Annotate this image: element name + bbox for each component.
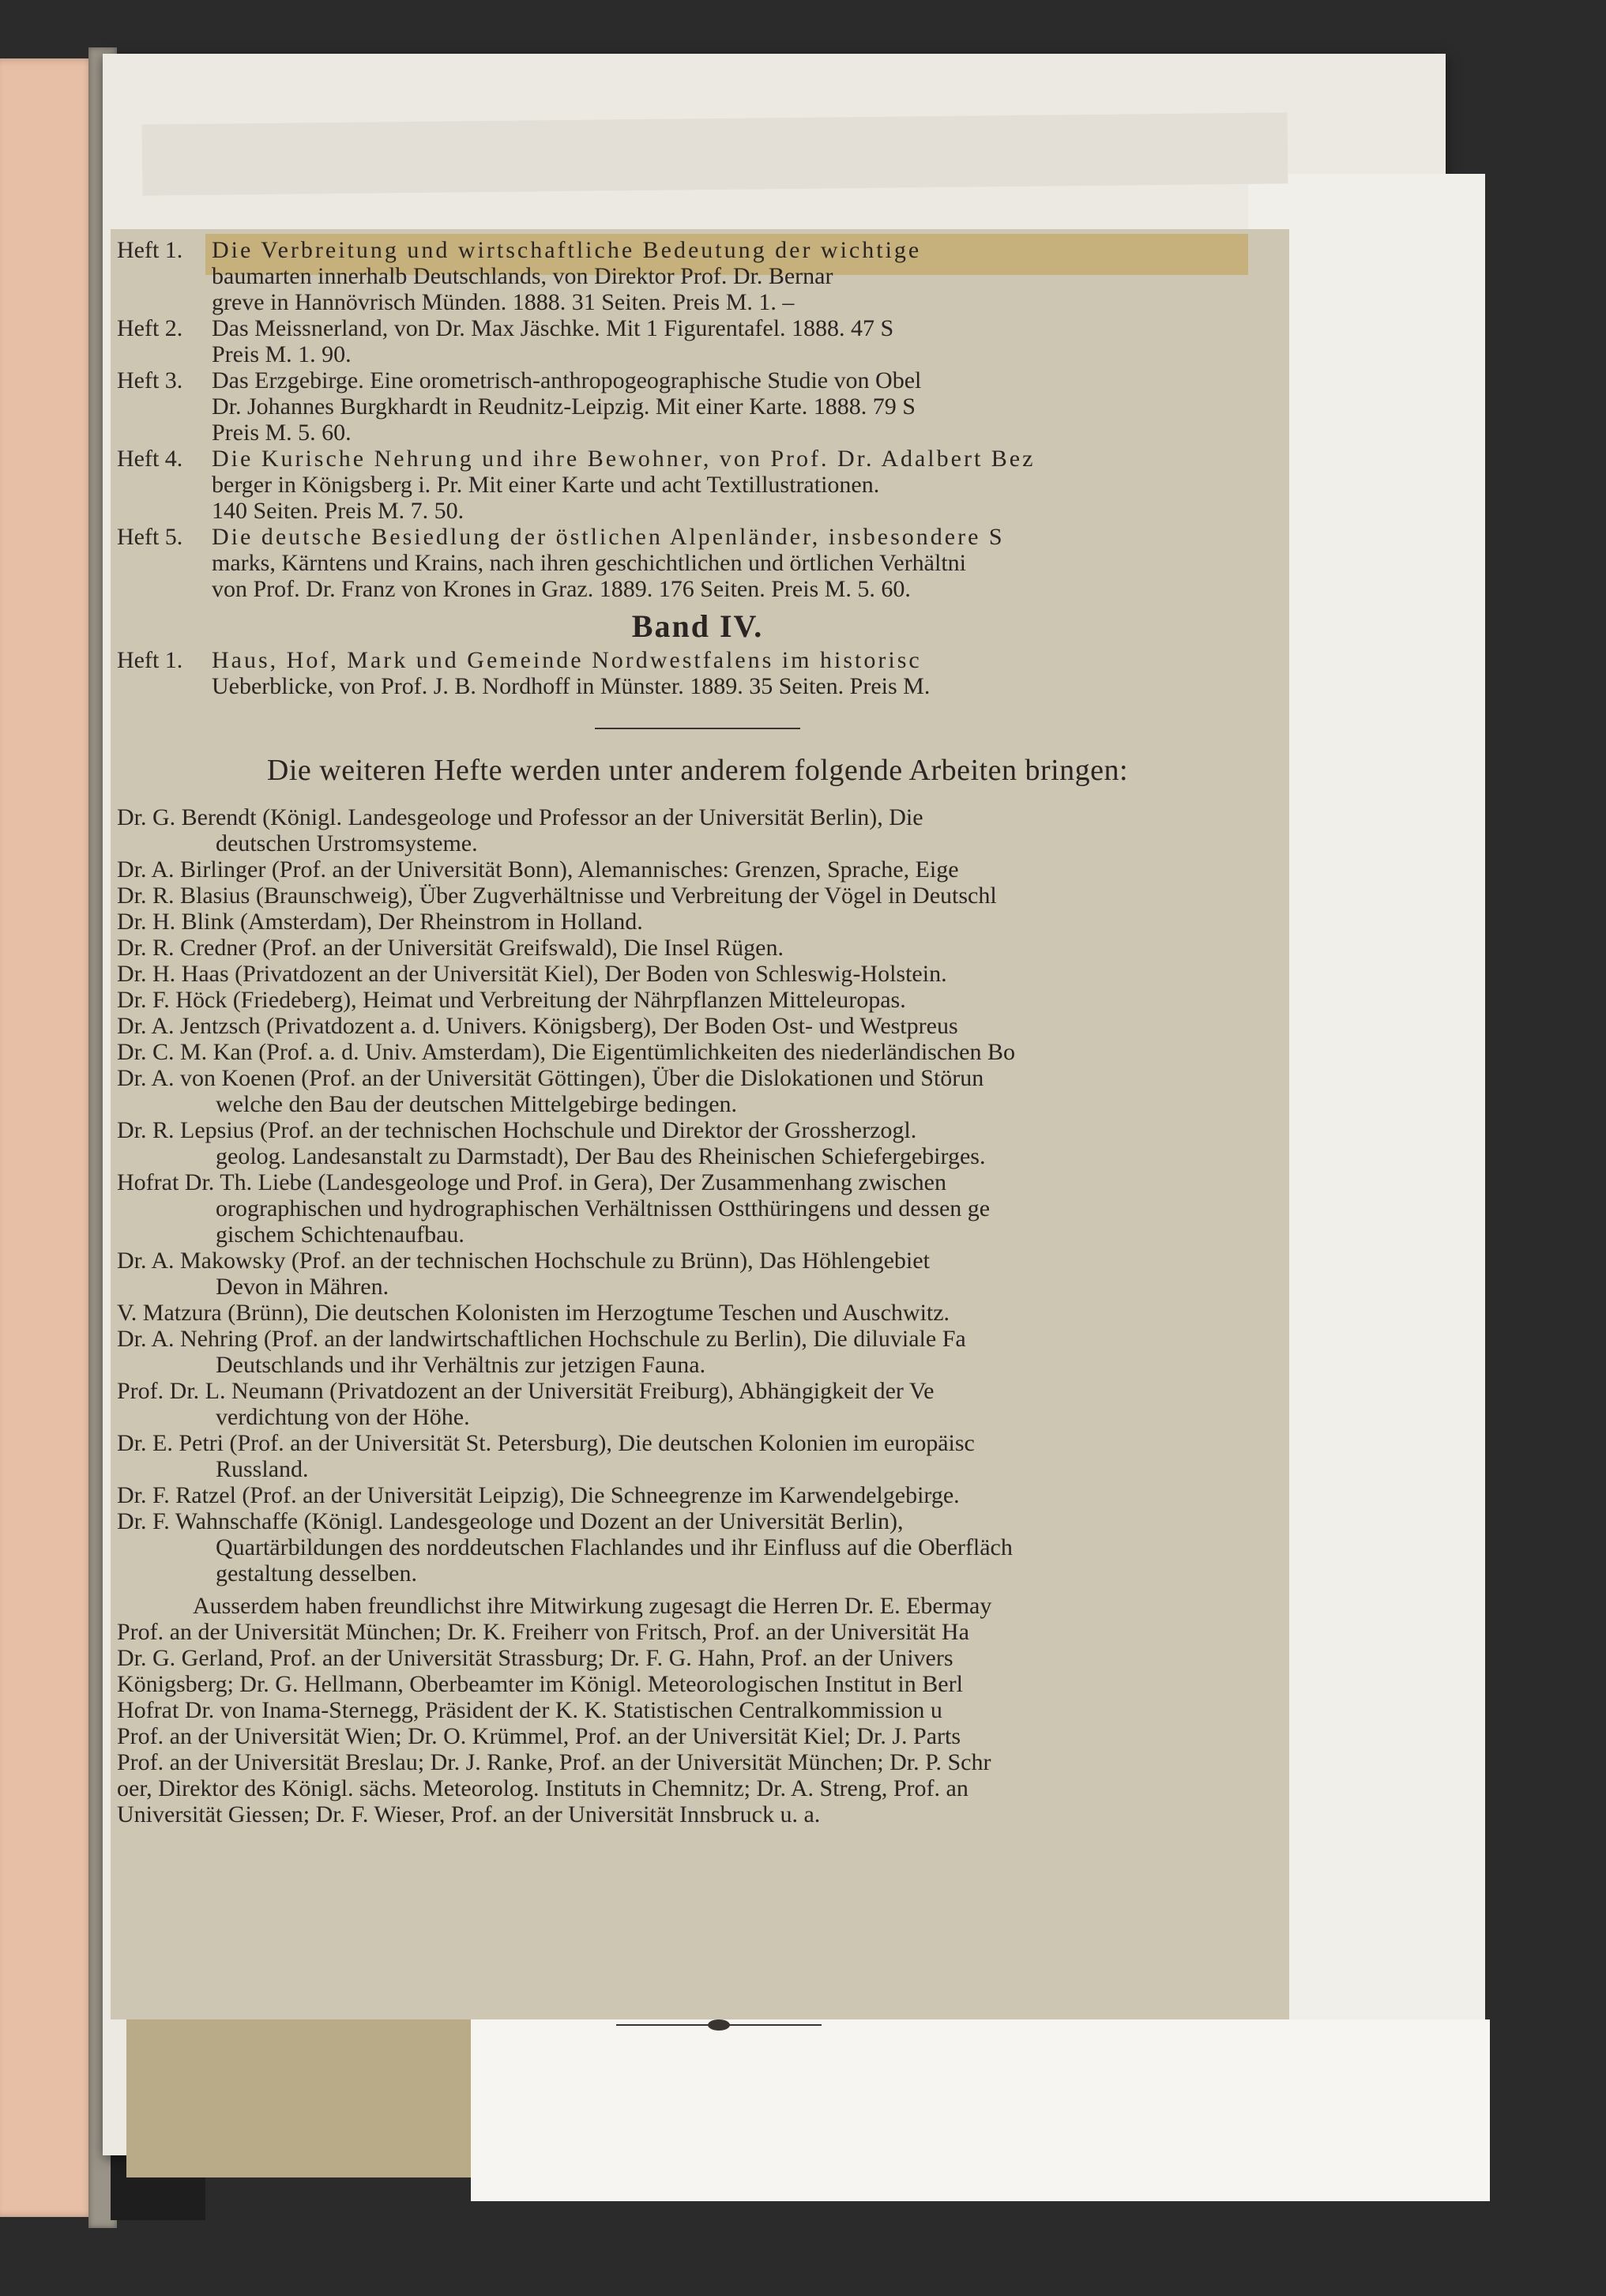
item-line: Dr. A. Birlinger (Prof. an der Universität Bonn), Alemannisches: Grenzen, Sprache, Eige: [117, 856, 959, 883]
heft-label: Heft 3.: [117, 367, 183, 393]
item-line: V. Matzura (Brünn), Die deutschen Kolonisten im Herzogtume Teschen und Auschwitz.: [117, 1300, 950, 1326]
list-item: [117, 1326, 1278, 1378]
list-item: [117, 961, 1278, 987]
entry-line: Das Erzgebirge. Eine orometrisch-anthropogeographische Studie von Obel: [212, 367, 922, 393]
entry-line: Preis M. 1. 90.: [212, 341, 352, 367]
heft-label: Heft 1.: [117, 237, 183, 263]
heft-label: Heft 5.: [117, 524, 183, 550]
entry-line: 140 Seiten. Preis M. 7. 50.: [212, 498, 464, 524]
list-item: [117, 883, 1278, 909]
item-line: Hofrat Dr. Th. Liebe (Landesgeologe und Prof. in Gera), Der Zusammenhang zwischen: [117, 1169, 946, 1195]
closing-line: oer, Direktor des Königl. sächs. Meteorolog. Instituts in Chemnitz; Dr. A. Streng, Prof. an: [117, 1775, 968, 1801]
item-line: Dr. H. Haas (Privatdozent an der Universität Kiel), Der Boden von Schleswig-Holstein.: [117, 961, 947, 987]
item-line: welche den Bau der deutschen Mittelgebirge bedingen.: [216, 1091, 738, 1117]
band-title: Band IV.: [631, 608, 764, 644]
item-line: Russland.: [216, 1456, 309, 1482]
item-line: Dr. A. Makowsky (Prof. an der technischen Hochschule zu Brünn), Das Höhlengebiet: [117, 1248, 930, 1274]
heft-entry: [117, 647, 1278, 699]
item-line: Dr. G. Berendt (Königl. Landesgeologe und Professor an der Universität Berlin), Die: [117, 804, 923, 830]
white-label-panel: [471, 2019, 1490, 2201]
list-item: [117, 1248, 1278, 1300]
author-list: [117, 804, 1278, 1586]
item-line: Quartärbildungen des norddeutschen Flachlandes und ihr Einfluss auf die Oberfläch: [216, 1534, 1013, 1560]
list-item: [117, 1300, 1278, 1326]
closing-line: Dr. G. Gerland, Prof. an der Universität Strassburg; Dr. F. G. Hahn, Prof. an der Univers: [117, 1645, 953, 1671]
closing-line: Ausserdem haben freundlichst ihre Mitwirkung zugesagt die Herren Dr. E. Ebermay: [193, 1593, 992, 1619]
item-line: Dr. H. Blink (Amsterdam), Der Rheinstrom in Holland.: [117, 909, 643, 935]
list-item: [117, 1482, 1278, 1508]
tape-strip: [142, 112, 1288, 195]
entry-line: greve in Hannövrisch Münden. 1888. 31 Seiten. Preis M. 1. –: [212, 289, 795, 315]
list-item: [117, 804, 1278, 856]
item-line: Dr. A. von Koenen (Prof. an der Universität Göttingen), Über die Dislokationen und Störun: [117, 1065, 984, 1091]
item-line: Dr. F. Wahnschaffe (Königl. Landesgeologe und Dozent an der Universität Berlin),: [117, 1508, 904, 1534]
item-line: geolog. Landesanstalt zu Darmstadt), Der Bau des Rheinischen Schiefergebirges.: [216, 1143, 986, 1169]
list-item: [117, 1065, 1278, 1117]
item-line: Deutschlands und ihr Verhältnis zur jetzigen Fauna.: [216, 1352, 706, 1378]
entry-line: baumarten innerhalb Deutschlands, von Direktor Prof. Dr. Bernar: [212, 263, 833, 289]
entry-line: von Prof. Dr. Franz von Krones in Graz. 1889. 176 Seiten. Preis M. 5. 60.: [212, 576, 911, 602]
closing-line: Königsberg; Dr. G. Hellmann, Oberbeamter im Königl. Meteorologischen Institut in Berl: [117, 1671, 963, 1697]
item-line: orographischen und hydrographischen Verhältnissen Ostthüringens und dessen ge: [216, 1195, 991, 1221]
item-line: Prof. Dr. L. Neumann (Privatdozent an der Universität Freiburg), Abhängigkeit der Ve: [117, 1378, 935, 1404]
entry-line: Preis M. 5. 60.: [212, 420, 352, 446]
closing-line: Hofrat Dr. von Inama-Sternegg, Präsident der K. K. Statistischen Centralkommission u: [117, 1697, 942, 1723]
heft-entry: [117, 367, 1278, 446]
item-line: gestaltung desselben.: [216, 1560, 417, 1586]
item-line: Dr. A. Jentzsch (Privatdozent a. d. Univers. Königsberg), Der Boden Ost- und Westpreus: [117, 1013, 958, 1039]
item-line: Dr. A. Nehring (Prof. an der landwirtschaftlichen Hochschule zu Berlin), Die diluviale Fa: [117, 1326, 966, 1352]
item-line: deutschen Urstromsysteme.: [216, 830, 478, 856]
book-cover-edge: [0, 58, 95, 2217]
band3-list: [117, 237, 1278, 602]
heft-label: Heft 4.: [117, 446, 183, 472]
entry-line: Ueberblicke, von Prof. J. B. Nordhoff in Münster. 1889. 35 Seiten. Preis M.: [212, 673, 931, 699]
item-line: Dr. R. Credner (Prof. an der Universität Greifswald), Die Insel Rügen.: [117, 935, 784, 961]
list-item: [117, 987, 1278, 1013]
item-line: Dr. R. Lepsius (Prof. an der technischen Hochschule und Direktor der Grossherzogl.: [117, 1117, 917, 1143]
separator-rule: [595, 728, 800, 729]
entry-line: Haus, Hof, Mark und Gemeinde Nordwestfalens im historisc: [212, 647, 922, 673]
item-line: Dr. F. Ratzel (Prof. an der Universität Leipzig), Die Schneegrenze im Karwendelgebirge.: [117, 1482, 960, 1508]
entry-line: Die Verbreitung und wirtschaftliche Bedeutung der wichtige: [212, 237, 922, 263]
entry-line: Das Meissnerland, von Dr. Max Jäschke. Mit 1 Figurentafel. 1888. 47 S: [212, 315, 894, 341]
ornament-rule: [616, 2023, 822, 2027]
list-item: [117, 909, 1278, 935]
item-line: Devon in Mähren.: [216, 1274, 389, 1300]
heft-entry: [117, 446, 1278, 524]
list-item: [117, 1508, 1278, 1586]
list-item: [117, 935, 1278, 961]
item-line: Dr. F. Höck (Friedeberg), Heimat und Verbreitung der Nährpflanzen Mitteleuropas.: [117, 987, 906, 1013]
entry-line: Dr. Johannes Burgkhardt in Reudnitz-Leipzig. Mit einer Karte. 1888. 79 S: [212, 393, 916, 420]
item-line: Dr. E. Petri (Prof. an der Universität St. Petersburg), Die deutschen Kolonien im europäisc: [117, 1430, 975, 1456]
list-item: [117, 856, 1278, 883]
list-item: [117, 1117, 1278, 1169]
entry-line: berger in Königsberg i. Pr. Mit einer Karte und acht Textillustrationen.: [212, 472, 880, 498]
heft-entry: [117, 315, 1278, 367]
item-line: Dr. C. M. Kan (Prof. a. d. Univ. Amsterdam), Die Eigentümlichkeiten des niederländischen Bo: [117, 1039, 1015, 1065]
heft-entry: [117, 237, 1278, 315]
ornament-dot: [708, 2019, 730, 2031]
list-item: [117, 1378, 1278, 1430]
list-item: [117, 1039, 1278, 1065]
list-item: [117, 1013, 1278, 1039]
closing-line: Prof. an der Universität München; Dr. K. Freiherr von Fritsch, Prof. an der Universität Ha: [117, 1619, 969, 1645]
item-line: Dr. R. Blasius (Braunschweig), Über Zugverhältnisse und Verbreitung der Vögel in Deutschl: [117, 883, 997, 909]
entry-line: marks, Kärntens und Krains, nach ihren geschichtlichen und örtlichen Verhältni: [212, 550, 967, 576]
closing-line: Universität Giessen; Dr. F. Wieser, Prof. an der Universität Innsbruck u. a.: [117, 1801, 821, 1827]
heft-label: Heft 2.: [117, 315, 183, 341]
closing-line: Prof. an der Universität Wien; Dr. O. Krümmel, Prof. an der Universität Kiel; Dr. J. Parts: [117, 1723, 961, 1749]
entry-line: Die deutsche Besiedlung der östlichen Alpenländer, insbesondere S: [212, 524, 1005, 550]
entry-line: Die Kurische Nehrung und ihre Bewohner, von Prof. Dr. Adalbert Bez: [212, 446, 1036, 472]
list-item: [117, 1169, 1278, 1248]
heft-label: Heft 1.: [117, 647, 183, 673]
list-item: [117, 1430, 1278, 1482]
item-line: verdichtung von der Höhe.: [216, 1404, 470, 1430]
item-line: gischem Schichtenaufbau.: [216, 1221, 464, 1248]
heft-entry: [117, 524, 1278, 602]
section-heading: Die weiteren Hefte werden unter anderem folgende Arbeiten bringen:: [266, 754, 1129, 787]
closing-paragraph: [117, 1593, 1278, 1827]
page-text: [117, 237, 1278, 1827]
closing-line: Prof. an der Universität Breslau; Dr. J. Ranke, Prof. an der Universität München; Dr. P. Schr: [117, 1749, 991, 1775]
